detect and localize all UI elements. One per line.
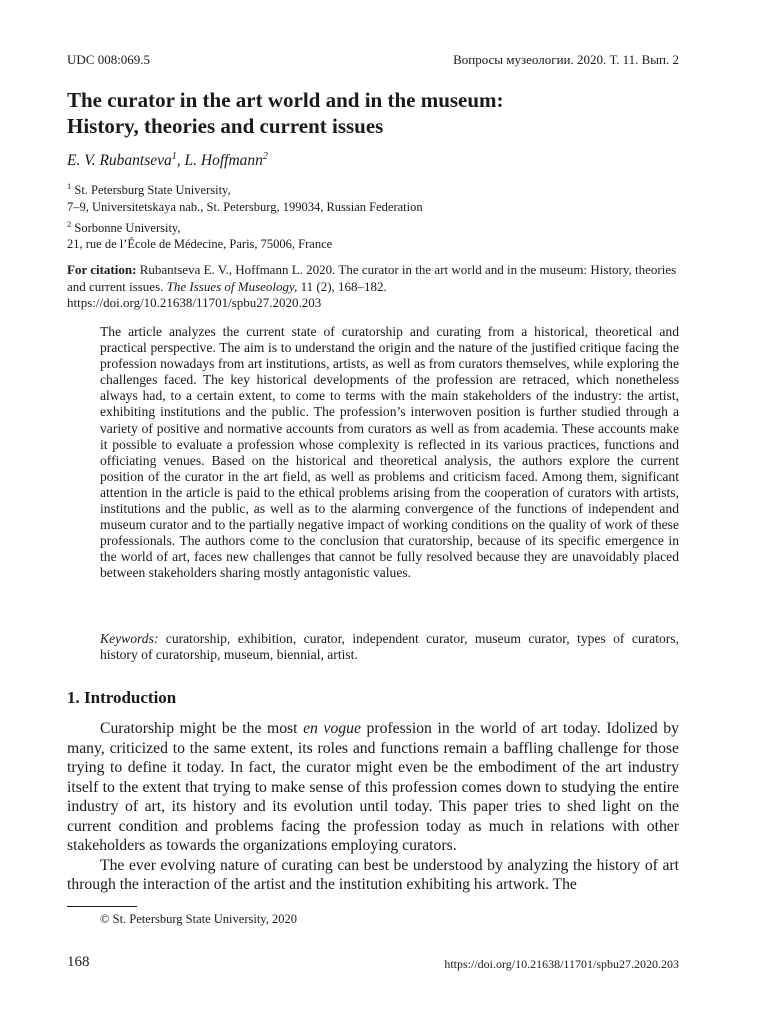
author-1-affil-ref: 1: [171, 151, 177, 162]
author-separator: ,: [176, 152, 185, 170]
citation-text: Rubantseva E. V., Hoffmann L. 2020. The curator in the art world and in the museum: History, theories and current issues.: [67, 262, 677, 294]
citation-block: [67, 262, 679, 312]
affiliation-1-label: St. Petersburg State University,: [71, 183, 231, 198]
author-2: L. Hoffmann: [184, 152, 263, 170]
article-title: [67, 87, 679, 139]
section-heading: 1. Introduction: [67, 688, 177, 707]
affiliation-2-label: Sorbonne University,: [71, 220, 181, 235]
affiliation-1-address: 7–9, Universitetskaya nab., St. Petersburg, 199034, Russian Federation: [67, 199, 423, 214]
affiliation-2-name: [67, 216, 423, 237]
author-1: E. V. Rubantseva: [67, 152, 172, 170]
paragraph-2: The ever evolving nature of curating can best be understood by analyzing the history of art through the interaction of the artist and the institution exhibiting his artwork. The: [67, 856, 679, 893]
citation-volume: 11 (2), 168–182.: [297, 278, 387, 294]
citation-doi-link[interactable]: https://doi.org/10.21638/11701/spbu27.2020.203: [67, 295, 322, 311]
copyright-footnote: © St. Petersburg State University, 2020: [100, 912, 297, 926]
footer-doi-link[interactable]: https://doi.org/10.21638/11701/spbu27.2020.203: [444, 957, 679, 971]
author-2-affil-ref: 2: [262, 151, 268, 162]
journal-header: Вопросы музеологии. 2020. Т. 11. Вып. 2: [453, 52, 679, 67]
abstract: [100, 324, 679, 582]
title-line-1: The curator in the art world and in the museum:: [67, 88, 504, 112]
keywords-list: curatorship, exhibition, curator, independent curator, museum curator, types of curators, history of curatorship, museum, biennial, artist.: [100, 631, 679, 663]
title-line-2: History, theories and current issues: [67, 114, 384, 138]
keywords-label: Keywords:: [100, 631, 159, 646]
citation-journal: The Issues of Museology,: [166, 278, 298, 294]
affiliation-2-mark: 2: [67, 218, 72, 229]
affiliations: [67, 178, 423, 253]
body-text: [67, 719, 679, 895]
affiliation-1-name: [67, 178, 423, 199]
footnote-divider: [67, 906, 137, 907]
paragraph-1-italic: en vogue: [303, 720, 361, 737]
page-number: 168: [67, 954, 90, 970]
author-list: [67, 151, 268, 170]
paragraph-1-start: Curatorship might be the most: [100, 720, 304, 737]
citation-label: For citation:: [67, 262, 137, 277]
keywords: [100, 631, 679, 663]
affiliation-1-mark: 1: [67, 181, 72, 191]
paragraph-1: [67, 719, 679, 856]
udc-code: UDC 008:069.5: [67, 52, 151, 67]
abstract-text: The article analyzes the current state of curatorship and curating from a historical, theoretical and practical perspective. The aim is to understand the origin and the nature of the justified critique facing the profession nowadays from art institutions, artists, as well as from curators themselves, while exploring the challenges faced. The key historical developments of the profession are retraced, which nonetheless always had, to a certain extent, to come to terms with the main stakeholders of the industry: the artist, exhibiting institutions and the public. The profession’s interwoven position is further studied through a variety of positive and normative accounts from curators as well as from academia. These accounts make it possible to evaluate a profession whose complexity is reflected in its various practices, functions and officiating venues. Based on the historical and theoretical analysis, the authors explore the current position of the curator in the art field, as well as problems and criticism faced. Among them, significant attention in the article is paid to the ethical problems arising from the cooperation of curators with artists, institutions and the public, as well as to the alarming convergence of the functions of independent and museum curator and to the partially negative impact of working conditions on the quality of work of these professionals. The authors come to the conclusion that curatorship, because of its specific emergence in the world of art, faces new challenges that cannot be fully resolved because they are unavoidably placed between stakeholders sharing mostly antagonistic values.: [100, 324, 679, 581]
paragraph-1-rest: profession in the world of art today. Idolized by many, criticized to the same extent, its roles and functions remain a baffling challenge for those trying to define it today. In fact, the curator might even be the embodiment of the art industry itself to the extent that trying to make sense of this profession comes down to studying the entire industry of art, its history and its evolution until today. This paper tries to shed light on the current condition and problems facing the profession today as much in relations with other stakeholders as towards the organizations employing curators.: [67, 720, 679, 854]
affiliation-2-address: 21, rue de l’École de Médecine, Paris, 75006, France: [67, 237, 333, 252]
